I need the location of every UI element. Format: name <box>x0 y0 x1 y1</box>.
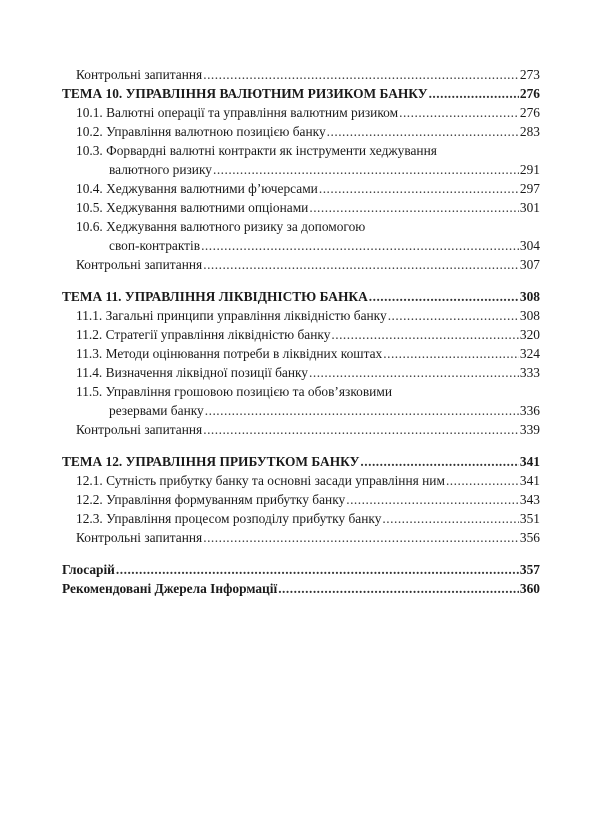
dot-leader <box>205 401 519 420</box>
table-of-contents <box>62 65 540 598</box>
toc-entry-title: 11.4. Визначення ліквідної позиції банку <box>76 365 309 380</box>
toc-entry-title: 10.1. Валютні операції та управління валютним ризиком <box>76 105 399 120</box>
page-number: 301 <box>519 200 540 215</box>
toc-entry[interactable] <box>62 420 540 439</box>
toc-entry-title: Контрольні запитання <box>76 422 203 437</box>
section-gap <box>62 547 540 560</box>
dot-leader <box>382 509 518 528</box>
page-number: 333 <box>519 365 540 380</box>
toc-entry-title: 10.6. Хеджування валютного ризику за допомогою <box>76 219 366 234</box>
page-number: 339 <box>519 422 540 437</box>
toc-entry-title: 10.2. Управління валютною позицією банку <box>76 124 326 139</box>
toc-entry[interactable] <box>62 363 540 382</box>
dot-leader <box>309 363 519 382</box>
toc-entry-title: Рекомендовані Джерела Інформації <box>62 581 278 596</box>
toc-entry[interactable] <box>62 401 540 420</box>
page-number: 308 <box>519 289 540 304</box>
toc-entry-title: Глосарій <box>62 562 115 577</box>
page-number: 356 <box>519 530 540 545</box>
toc-entry[interactable] <box>62 122 540 141</box>
toc-entry[interactable] <box>62 236 540 255</box>
toc-entry-title: 10.4. Хеджування валютними ф’ючерсами <box>76 181 318 196</box>
dot-leader <box>309 198 519 217</box>
page-number: 341 <box>519 454 540 469</box>
dot-leader <box>383 344 519 363</box>
page-number: 341 <box>519 473 540 488</box>
dot-leader <box>388 306 519 325</box>
toc-entry-title: валютного ризику <box>109 162 212 177</box>
toc-entry[interactable] <box>62 65 540 84</box>
page-number: 291 <box>519 162 540 177</box>
toc-entry-title: 11.5. Управління грошовою позицією та обов’язковими <box>76 384 392 399</box>
toc-entry-title: Контрольні запитання <box>76 67 203 82</box>
dot-leader <box>346 490 519 509</box>
page-number: 273 <box>519 67 540 82</box>
toc-entry-title: 10.5. Хеджування валютними опціонами <box>76 200 309 215</box>
toc-entry-title: 11.2. Стратегії управління ліквідністю банку <box>76 327 331 342</box>
toc-entry-title: ТЕМА 12. УПРАВЛІННЯ ПРИБУТКОМ БАНКУ <box>62 454 360 469</box>
toc-section-heading[interactable] <box>62 287 540 306</box>
toc-entry[interactable] <box>62 160 540 179</box>
dot-leader <box>116 560 519 579</box>
dot-leader <box>327 122 519 141</box>
toc-section-heading[interactable] <box>62 452 540 471</box>
toc-entry[interactable] <box>62 509 540 528</box>
dot-leader <box>203 528 519 547</box>
page-number: 360 <box>519 581 540 596</box>
page-number: 276 <box>519 86 540 101</box>
toc-entry[interactable] <box>62 490 540 509</box>
dot-leader <box>203 65 519 84</box>
page-number: 324 <box>519 346 540 361</box>
toc-entry[interactable] <box>62 325 540 344</box>
page-number: 343 <box>519 492 540 507</box>
toc-entry[interactable] <box>62 217 540 236</box>
toc-entry-title: 12.3. Управління процесом розподілу прибутку банку <box>76 511 382 526</box>
toc-entry-title: 11.1. Загальні принципи управління ліквідністю банку <box>76 308 387 323</box>
page-number: 308 <box>519 308 540 323</box>
toc-entry[interactable] <box>62 103 540 122</box>
toc-section-heading[interactable] <box>62 560 540 579</box>
dot-leader <box>319 179 519 198</box>
toc-entry[interactable] <box>62 141 540 160</box>
toc-entry-title: Контрольні запитання <box>76 257 203 272</box>
toc-section-heading[interactable] <box>62 579 540 598</box>
toc-entry-title: 11.3. Методи оцінювання потреби в ліквідних коштах <box>76 346 383 361</box>
section-gap <box>62 439 540 452</box>
toc-entry-title: своп-контрактів <box>109 238 201 253</box>
toc-entry[interactable] <box>62 344 540 363</box>
toc-entry-title: Контрольні запитання <box>76 530 203 545</box>
dot-leader <box>278 579 519 598</box>
dot-leader <box>331 325 519 344</box>
toc-section-heading[interactable] <box>62 84 540 103</box>
dot-leader <box>399 103 519 122</box>
toc-entry-title: ТЕМА 10. УПРАВЛІННЯ ВАЛЮТНИМ РИЗИКОМ БАНКУ <box>62 86 428 101</box>
page-number: 304 <box>519 238 540 253</box>
page-number: 297 <box>519 181 540 196</box>
section-gap <box>62 274 540 287</box>
page-number: 351 <box>519 511 540 526</box>
page-number: 276 <box>519 105 540 120</box>
toc-entry-title: 10.3. Форвардні валютні контракти як інструменти хеджування <box>76 143 437 158</box>
dot-leader <box>360 452 519 471</box>
toc-entry[interactable] <box>62 198 540 217</box>
page-number: 320 <box>519 327 540 342</box>
toc-entry-title: ТЕМА 11. УПРАВЛІННЯ ЛІКВІДНІСТЮ БАНКА <box>62 289 368 304</box>
dot-leader <box>201 236 519 255</box>
dot-leader <box>446 471 519 490</box>
toc-entry[interactable] <box>62 179 540 198</box>
dot-leader <box>429 84 519 103</box>
page-number: 357 <box>519 562 540 577</box>
toc-entry-title: резервами банку <box>109 403 204 418</box>
page-number: 336 <box>519 403 540 418</box>
page-number: 283 <box>519 124 540 139</box>
dot-leader <box>369 287 519 306</box>
page-number: 307 <box>519 257 540 272</box>
dot-leader <box>203 255 519 274</box>
toc-entry[interactable] <box>62 306 540 325</box>
toc-entry-title: 12.2. Управління формуванням прибутку банку <box>76 492 346 507</box>
toc-entry[interactable] <box>62 471 540 490</box>
toc-entry[interactable] <box>62 382 540 401</box>
toc-entry[interactable] <box>62 255 540 274</box>
toc-entry[interactable] <box>62 528 540 547</box>
toc-entry-title: 12.1. Сутність прибутку банку та основні засади управління ним <box>76 473 445 488</box>
dot-leader <box>203 420 519 439</box>
dot-leader <box>213 160 519 179</box>
